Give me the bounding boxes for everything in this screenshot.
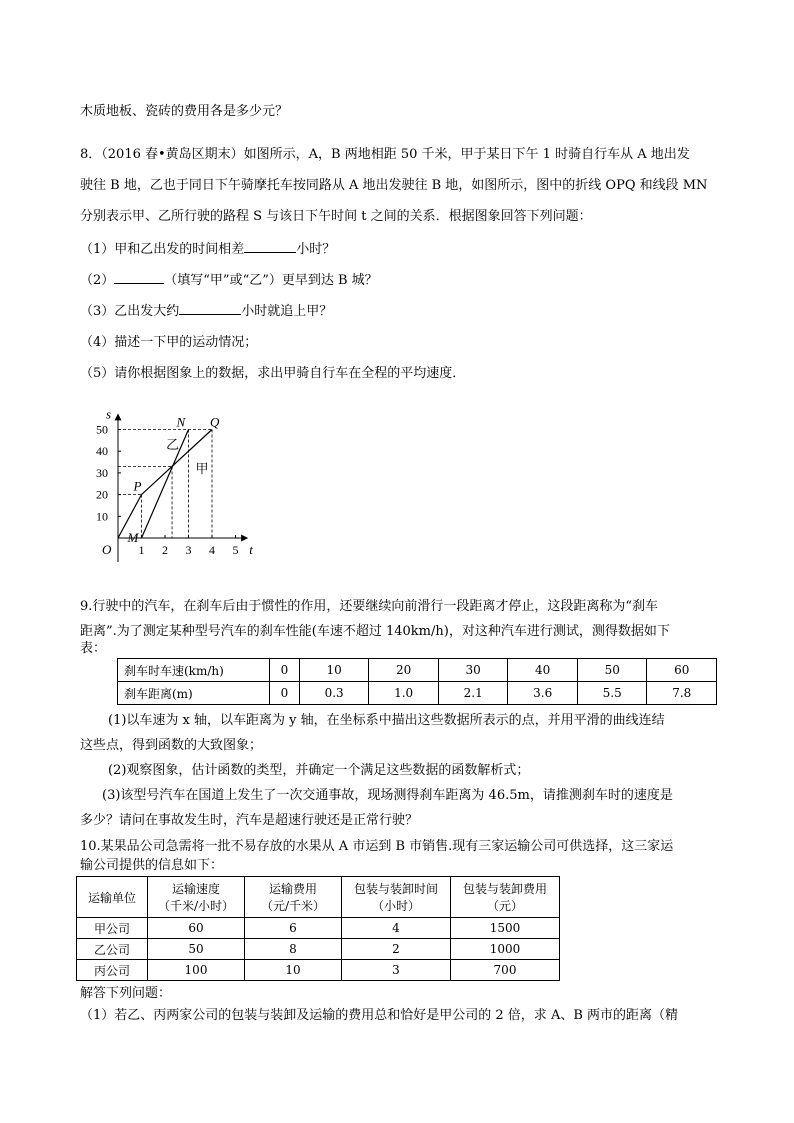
q8-sub3-blank[interactable]	[179, 302, 241, 315]
q8-sub1-tail: 小时？	[296, 242, 336, 257]
q7-tail: 木质地板、瓷砖的费用各是多少元？	[80, 104, 289, 119]
table-cell: 4	[342, 918, 451, 939]
y-tick-label: 20	[96, 487, 108, 502]
company-name: 甲公司	[77, 918, 148, 939]
table-cell: 100	[148, 960, 245, 981]
point-label-m: M	[127, 530, 139, 545]
table-row	[77, 939, 560, 960]
q9-subquestions	[80, 708, 712, 833]
q9-intro-1: 9.行驶中的汽车，在刹车后由于惯性的作用，还要继续向前滑行一段距离才停止，这段距离称为“刹车	[80, 599, 659, 614]
distance-cell: 5.5	[577, 682, 647, 705]
speed-cell: 30	[438, 659, 508, 682]
braking-data-table	[117, 658, 717, 705]
point-label-q: Q	[210, 414, 220, 430]
q9-intro-3: 表：	[80, 641, 107, 656]
distance-cell: 2.1	[438, 682, 508, 705]
q8-sub3-text: （3）乙出发大约	[80, 304, 180, 319]
distance-cell: 0	[270, 682, 300, 705]
header-pack-cost	[451, 877, 560, 918]
y-tick-label: 30	[96, 465, 108, 480]
header-speed	[148, 877, 245, 918]
x-tick-label: 4	[209, 543, 215, 557]
q8-sub2-blank[interactable]	[114, 271, 164, 284]
table-cell: 10	[245, 960, 342, 981]
distance-cell: 1.0	[369, 682, 439, 705]
table-cell: 3	[342, 960, 451, 981]
q9-sub3-b: 多少？请问在事故发生时，汽车是超速行驶还是正常行驶？	[80, 813, 419, 828]
y-tick-label: 50	[96, 422, 108, 437]
q8-sub1-text: （1）甲和乙出发的时间相差	[80, 242, 245, 257]
header-pack-time-label: 包装与装卸时间	[353, 882, 438, 896]
q8-intro-1: 8．（2016 春•黄岛区期末）如图所示，A，B 两地相距 50 千米，甲于某日下午 1 时骑自行车从 A 地出发	[80, 147, 690, 162]
table-row	[77, 960, 560, 981]
origin-label: O	[102, 542, 112, 557]
x-tick-label: 5	[232, 543, 239, 557]
q9-sub2: (2)观察图象，估计函数的类型，并确定一个满足这些数据的函数解析式；	[108, 763, 530, 778]
table-cell: 60	[148, 918, 245, 939]
q8-sub3-tail: 小时就追上甲？	[241, 304, 333, 319]
q8-sub4: （4）描述一下甲的运动情况；	[80, 335, 258, 350]
x-tick-label: 1	[138, 543, 145, 557]
speed-cell: 60	[647, 659, 717, 682]
y-axis-label: s	[106, 406, 112, 422]
q8-sub5: （5）请你根据图象上的数据，求出甲骑自行车在全程的平均速度．	[80, 366, 466, 381]
series-line-yi	[142, 430, 189, 539]
table-cell: 2	[342, 939, 451, 960]
q9-sub3-a: (3)该型号汽车在国道上发生了一次交通事故，现场测得刹车距离为 46.5m，请推测刹车时的速度是	[102, 788, 673, 803]
distance-header: 刹车距离(m)	[118, 682, 270, 705]
q10-intro-2: 输公司提供的信息如下：	[80, 858, 224, 873]
table-header-row	[77, 877, 560, 918]
x-axis-label: t	[249, 542, 253, 557]
q9-intro	[80, 594, 712, 661]
table-cell: 1500	[451, 918, 560, 939]
point-label-n: N	[176, 414, 186, 430]
transport-companies-table	[76, 876, 560, 981]
point-label-p: P	[133, 478, 142, 494]
x-tick-label: 2	[162, 543, 168, 557]
header-pack-cost-label: 包装与装卸费用	[462, 882, 547, 896]
q8-sub1	[80, 240, 335, 258]
speed-cell: 50	[577, 659, 647, 682]
q8-sub3	[80, 302, 332, 320]
y-tick-label: 10	[96, 509, 108, 524]
table-cell: 8	[245, 939, 342, 960]
speed-cell: 40	[508, 659, 578, 682]
y-tick-label: 40	[96, 444, 108, 459]
q10-answer-label: 解答下列问题：	[80, 986, 172, 1001]
header-speed-label: 运输速度	[171, 882, 220, 896]
q8-sub2-tail: （填写“甲”或“乙”）更早到达 B 城？	[164, 273, 378, 288]
table-row-speed	[118, 659, 717, 682]
q8-sub1-blank[interactable]	[244, 240, 296, 253]
table-cell: 50	[148, 939, 245, 960]
q10-intro	[80, 834, 712, 878]
header-unit-label: 运输单位	[87, 890, 136, 905]
q8-intro-2: 驶往 B 地，乙也于同日下午骑摩托车按同路从 A 地出发驶往 B 地，如图所示，图中的折线 OPQ 和线段 MN	[80, 178, 708, 193]
company-name: 乙公司	[77, 939, 148, 960]
q9-sub1-b: 这些点，得到函数的大致图象；	[80, 738, 263, 753]
q8-intro-3: 分别表示甲、乙所行驶的路程 S 与该日下午时间 t 之间的关系．根据图象回答下列问题：	[80, 209, 592, 224]
table-cell: 700	[451, 960, 560, 981]
table-cell: 6	[245, 918, 342, 939]
x-tick-label: 3	[185, 543, 192, 557]
header-unit	[77, 877, 148, 918]
header-cost	[245, 877, 342, 918]
q9-sub1-a: (1)以车速为 x 轴，以车距离为 y 轴，在坐标系中描出这些数据所表示的点，并用平滑的曲线连结	[108, 713, 665, 728]
q10-intro-1: 10.某果品公司急需将一批不易存放的水果从 A 市运到 B 市销售.现有三家运输公司可供选择，这三家运	[80, 839, 674, 854]
speed-header: 刹车时车速(km/h)	[118, 659, 270, 682]
series-label-yi: 乙	[166, 437, 180, 453]
series-label-jia: 甲	[195, 460, 209, 476]
q8-sub2-text: （2）	[80, 273, 115, 288]
speed-cell: 0	[270, 659, 300, 682]
table-row-distance	[118, 682, 717, 705]
company-name: 丙公司	[77, 960, 148, 981]
distance-time-chart	[80, 388, 280, 568]
q8-sub2	[80, 271, 378, 289]
header-pack-time	[342, 877, 451, 918]
distance-cell: 3.6	[508, 682, 578, 705]
speed-cell: 10	[299, 659, 369, 682]
header-pack-cost-unit: （元）	[486, 899, 523, 913]
header-pack-time-unit: （小时）	[371, 899, 420, 913]
q10-sub1: （1）若乙、丙两家公司的包装与装卸及运输的费用总和恰好是甲公司的 2 倍，求 A、B 两市的距离（精	[80, 1008, 679, 1023]
speed-cell: 20	[369, 659, 439, 682]
distance-cell: 0.3	[299, 682, 369, 705]
header-cost-unit: （元/千米）	[260, 899, 326, 913]
distance-cell: 7.8	[647, 682, 717, 705]
table-cell: 1000	[451, 939, 560, 960]
header-cost-label: 运输费用	[268, 882, 317, 896]
table-row	[77, 918, 560, 939]
header-speed-unit: （千米/小时）	[157, 899, 235, 913]
q9-intro-2: 距离”.为了测定某种型号汽车的刹车性能(车速不超过 140km/h)，对这种汽车进行测试，测得数据如下	[80, 624, 670, 639]
